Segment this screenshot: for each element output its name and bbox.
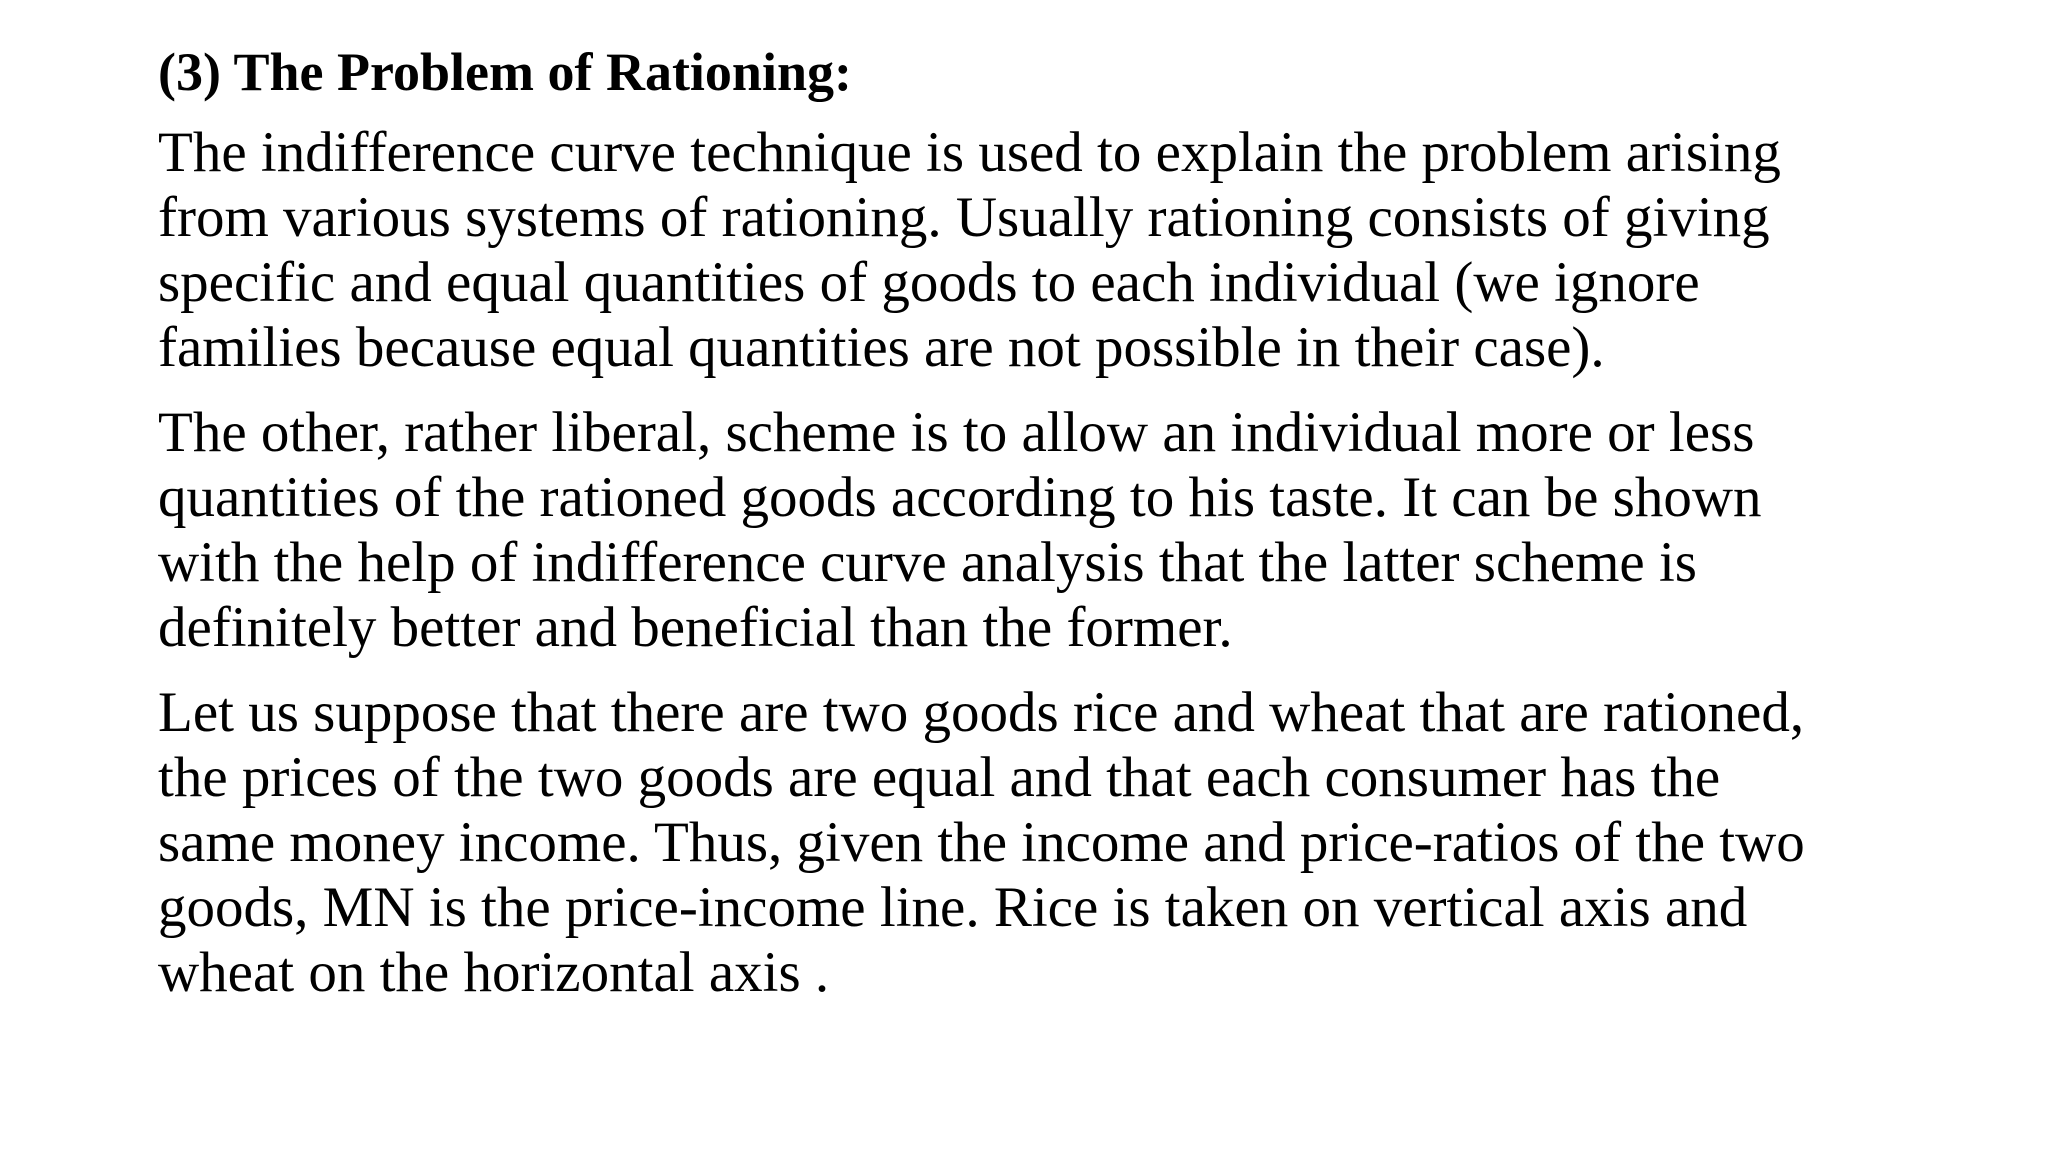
paragraph-3 [158, 680, 2018, 1005]
paragraph-2 [158, 400, 2018, 660]
paragraph-line: quantities of the rationed goods according to his taste. It can be shown [158, 466, 1762, 529]
paragraph-line: Let us suppose that there are two goods rice and wheat that are rationed, [158, 681, 1805, 744]
paragraph-line: The indifference curve technique is used to explain the problem arising [158, 121, 1781, 184]
section-heading: (3) The Problem of Rationing: [158, 42, 852, 102]
paragraph-line: from various systems of rationing. Usually rationing consists of giving [158, 186, 1770, 249]
paragraph-line: the prices of the two goods are equal and that each consumer has the [158, 746, 1721, 809]
paragraph-line: The other, rather liberal, scheme is to allow an individual more or less [158, 401, 1755, 464]
paragraph-line: families because equal quantities are not possible in their case). [158, 316, 1605, 379]
paragraph-line: wheat on the horizontal axis . [158, 941, 830, 1004]
paragraph-line: specific and equal quantities of goods to each individual (we ignore [158, 251, 1700, 314]
paragraph-1 [158, 120, 2018, 380]
paragraph-line: definitely better and beneficial than the former. [158, 596, 1233, 659]
slide-content [158, 40, 2018, 1025]
paragraph-line: with the help of indifference curve analysis that the latter scheme is [158, 531, 1697, 594]
paragraph-line: same money income. Thus, given the income and price-ratios of the two [158, 811, 1805, 874]
paragraph-line: goods, MN is the price-income line. Rice is taken on vertical axis and [158, 876, 1748, 939]
